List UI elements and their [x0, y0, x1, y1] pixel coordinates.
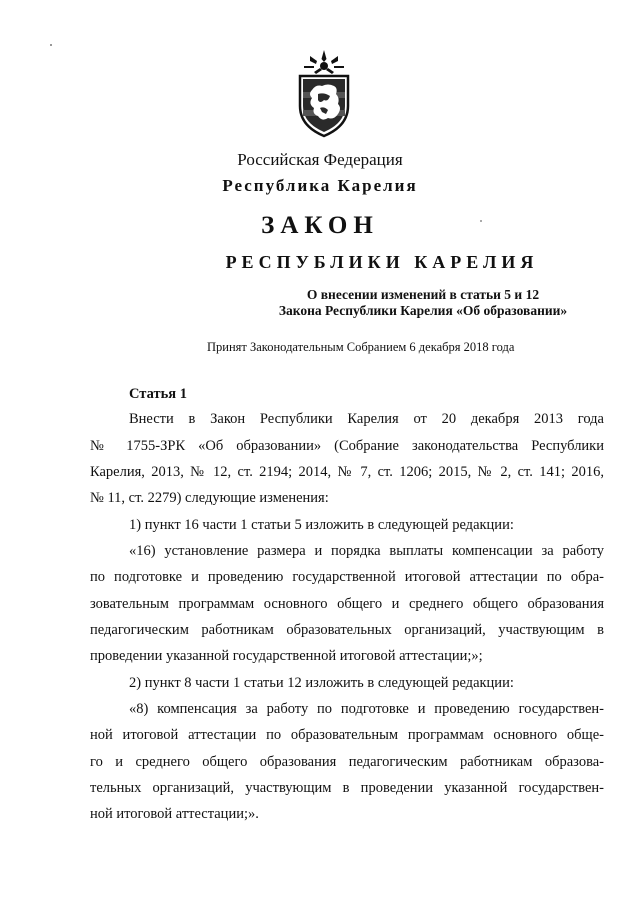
body-line: Карелия, 2013, № 12, ст. 2194; 2014, № 7, ст. 1206; 2015, № 2, ст. 141; 2016,: [90, 464, 604, 480]
country-name: Российская Федерация: [237, 150, 403, 169]
body-line: № 1755-ЗРК «Об образовании» (Собрание законодательства Республики: [90, 438, 604, 454]
body-line: по подготовке и проведению государственной итоговой аттестации по обра-: [90, 569, 604, 585]
law-title-line-1: О внесении изменений в статьи 5 и 12: [306, 287, 540, 302]
body-line: тельных организаций, участвующим в проведении указанной государствен-: [90, 780, 604, 796]
body-line: проведении указанной государственной итоговой аттестации;»;: [90, 648, 483, 664]
body-line: Внести в Закон Республики Карелия от 20 декабря 2013 года: [129, 411, 604, 427]
body-line: № 11, ст. 2279) следующие изменения:: [90, 490, 329, 506]
scan-speck: [50, 44, 52, 46]
adoption-note: Принят Законодательным Собранием 6 декабря 2018 года: [207, 340, 515, 354]
law-title-line-2: Закона Республики Карелия «Об образовании»: [278, 303, 568, 318]
body-line: го и среднего общего образования педагогическим работникам образова-: [90, 754, 604, 770]
body-line: «8) компенсация за работу по подготовке и проведению государствен-: [129, 701, 604, 717]
body-line: ной итоговой аттестации по образовательным программам основного обще-: [90, 727, 604, 743]
document-type-subtitle: РЕСПУБЛИКИ КАРЕЛИЯ: [225, 252, 539, 272]
body-line: 2) пункт 8 части 1 статьи 12 изложить в следующей редакции:: [129, 675, 514, 691]
body-line: 1) пункт 16 части 1 статьи 5 изложить в следующей редакции:: [129, 517, 514, 533]
coat-of-arms-emblem: [294, 50, 354, 138]
body-line: «16) установление размера и порядка выплаты компенсации за работу: [129, 543, 604, 559]
body-line: зовательным программам основного общего и среднего общего образования: [90, 596, 604, 612]
body-line: педагогическим работникам образовательных организаций, участвующим в: [90, 622, 604, 638]
document-type: ЗАКОН: [261, 212, 379, 239]
article-heading: Статья 1: [129, 386, 187, 402]
body-line: ной итоговой аттестации;».: [90, 806, 259, 822]
republic-name: Республика Карелия: [222, 176, 418, 195]
